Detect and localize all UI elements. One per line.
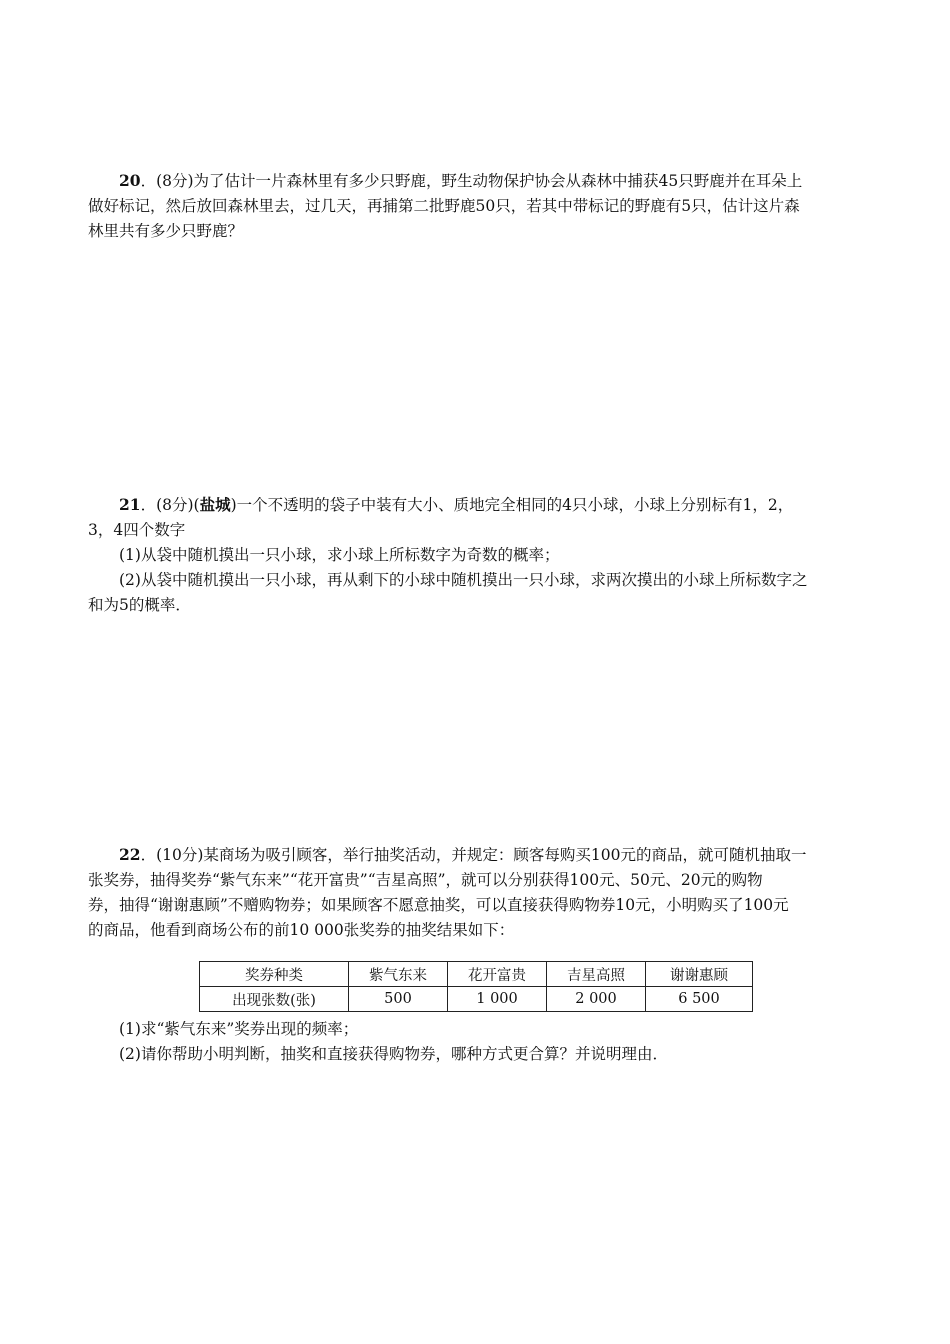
question-text: 的商品，他看到商场公布的前10 000张奖券的抽奖结果如下： <box>88 921 515 939</box>
question-22 <box>88 842 868 943</box>
table-cell: 紫气东来 <box>349 962 448 987</box>
question-text: 券，抽得“谢谢惠顾”不赠购物券；如果顾客不愿意抽奖，可以直接获得购物券10元，小明购买了100元 <box>88 896 789 914</box>
table-cell: 6 500 <box>646 987 753 1012</box>
sub-question-1: (1)求“紫气东来”奖券出现的频率； <box>119 1020 359 1038</box>
table-cell: 花开富贵 <box>448 962 547 987</box>
sub-question-2: (2)从袋中随机摸出一只小球，再从剩下的小球中随机摸出一只小球，求两次摸出的小球上所标数字之 <box>119 571 808 589</box>
table-cell: 吉星高照 <box>547 962 646 987</box>
table-cell: 谢谢惠顾 <box>646 962 753 987</box>
question-text: 做好标记，然后放回森林里去，过几天，再捕第二批野鹿50只，若其中带标记的野鹿有5只，估计这片森 <box>88 197 800 215</box>
question-number: 22 <box>119 845 141 864</box>
question-text: ．(8分)( <box>140 496 200 514</box>
question-22-parts <box>88 1017 868 1067</box>
question-number: 20 <box>119 171 141 190</box>
table-row <box>200 987 753 1012</box>
question-text: 张奖券，抽得奖券“紫气东来”“花开富贵”“吉星高照”，就可以分别获得100元、50元、20元的购物 <box>88 871 763 889</box>
sub-question-1: (1)从袋中随机摸出一只小球，求小球上所标数字为奇数的概率； <box>119 546 560 564</box>
table-cell: 1 000 <box>448 987 547 1012</box>
table-cell: 2 000 <box>547 987 646 1012</box>
question-text: )一个不透明的袋子中装有大小、质地完全相同的4只小球，小球上分别标有1，2， <box>230 496 794 514</box>
sub-question-2-cont: 和为5的概率． <box>88 596 191 614</box>
table-header-row <box>200 962 753 987</box>
prize-result-table <box>199 961 753 1012</box>
question-number: 21 <box>119 495 141 514</box>
table-cell: 出现张数(张) <box>200 987 349 1012</box>
question-text: ．(10分)某商场为吸引顾客，举行抽奖活动，并规定：顾客每购买100元的商品，就可随机抽取一 <box>140 846 807 864</box>
question-20 <box>88 168 868 244</box>
question-21 <box>88 492 868 618</box>
table-cell: 500 <box>349 987 448 1012</box>
question-text: 3，4四个数字 <box>88 521 186 539</box>
question-text: 林里共有多少只野鹿？ <box>88 222 244 240</box>
table-cell: 奖券种类 <box>200 962 349 987</box>
question-text: ．(8分)为了估计一片森林里有多少只野鹿，野生动物保护协会从森林中捕获45只野鹿并在耳朵上 <box>140 172 803 190</box>
sub-question-2: (2)请你帮助小明判断，抽奖和直接获得购物券，哪种方式更合算？并说明理由． <box>119 1045 668 1063</box>
source-tag: 盐城 <box>199 495 231 514</box>
